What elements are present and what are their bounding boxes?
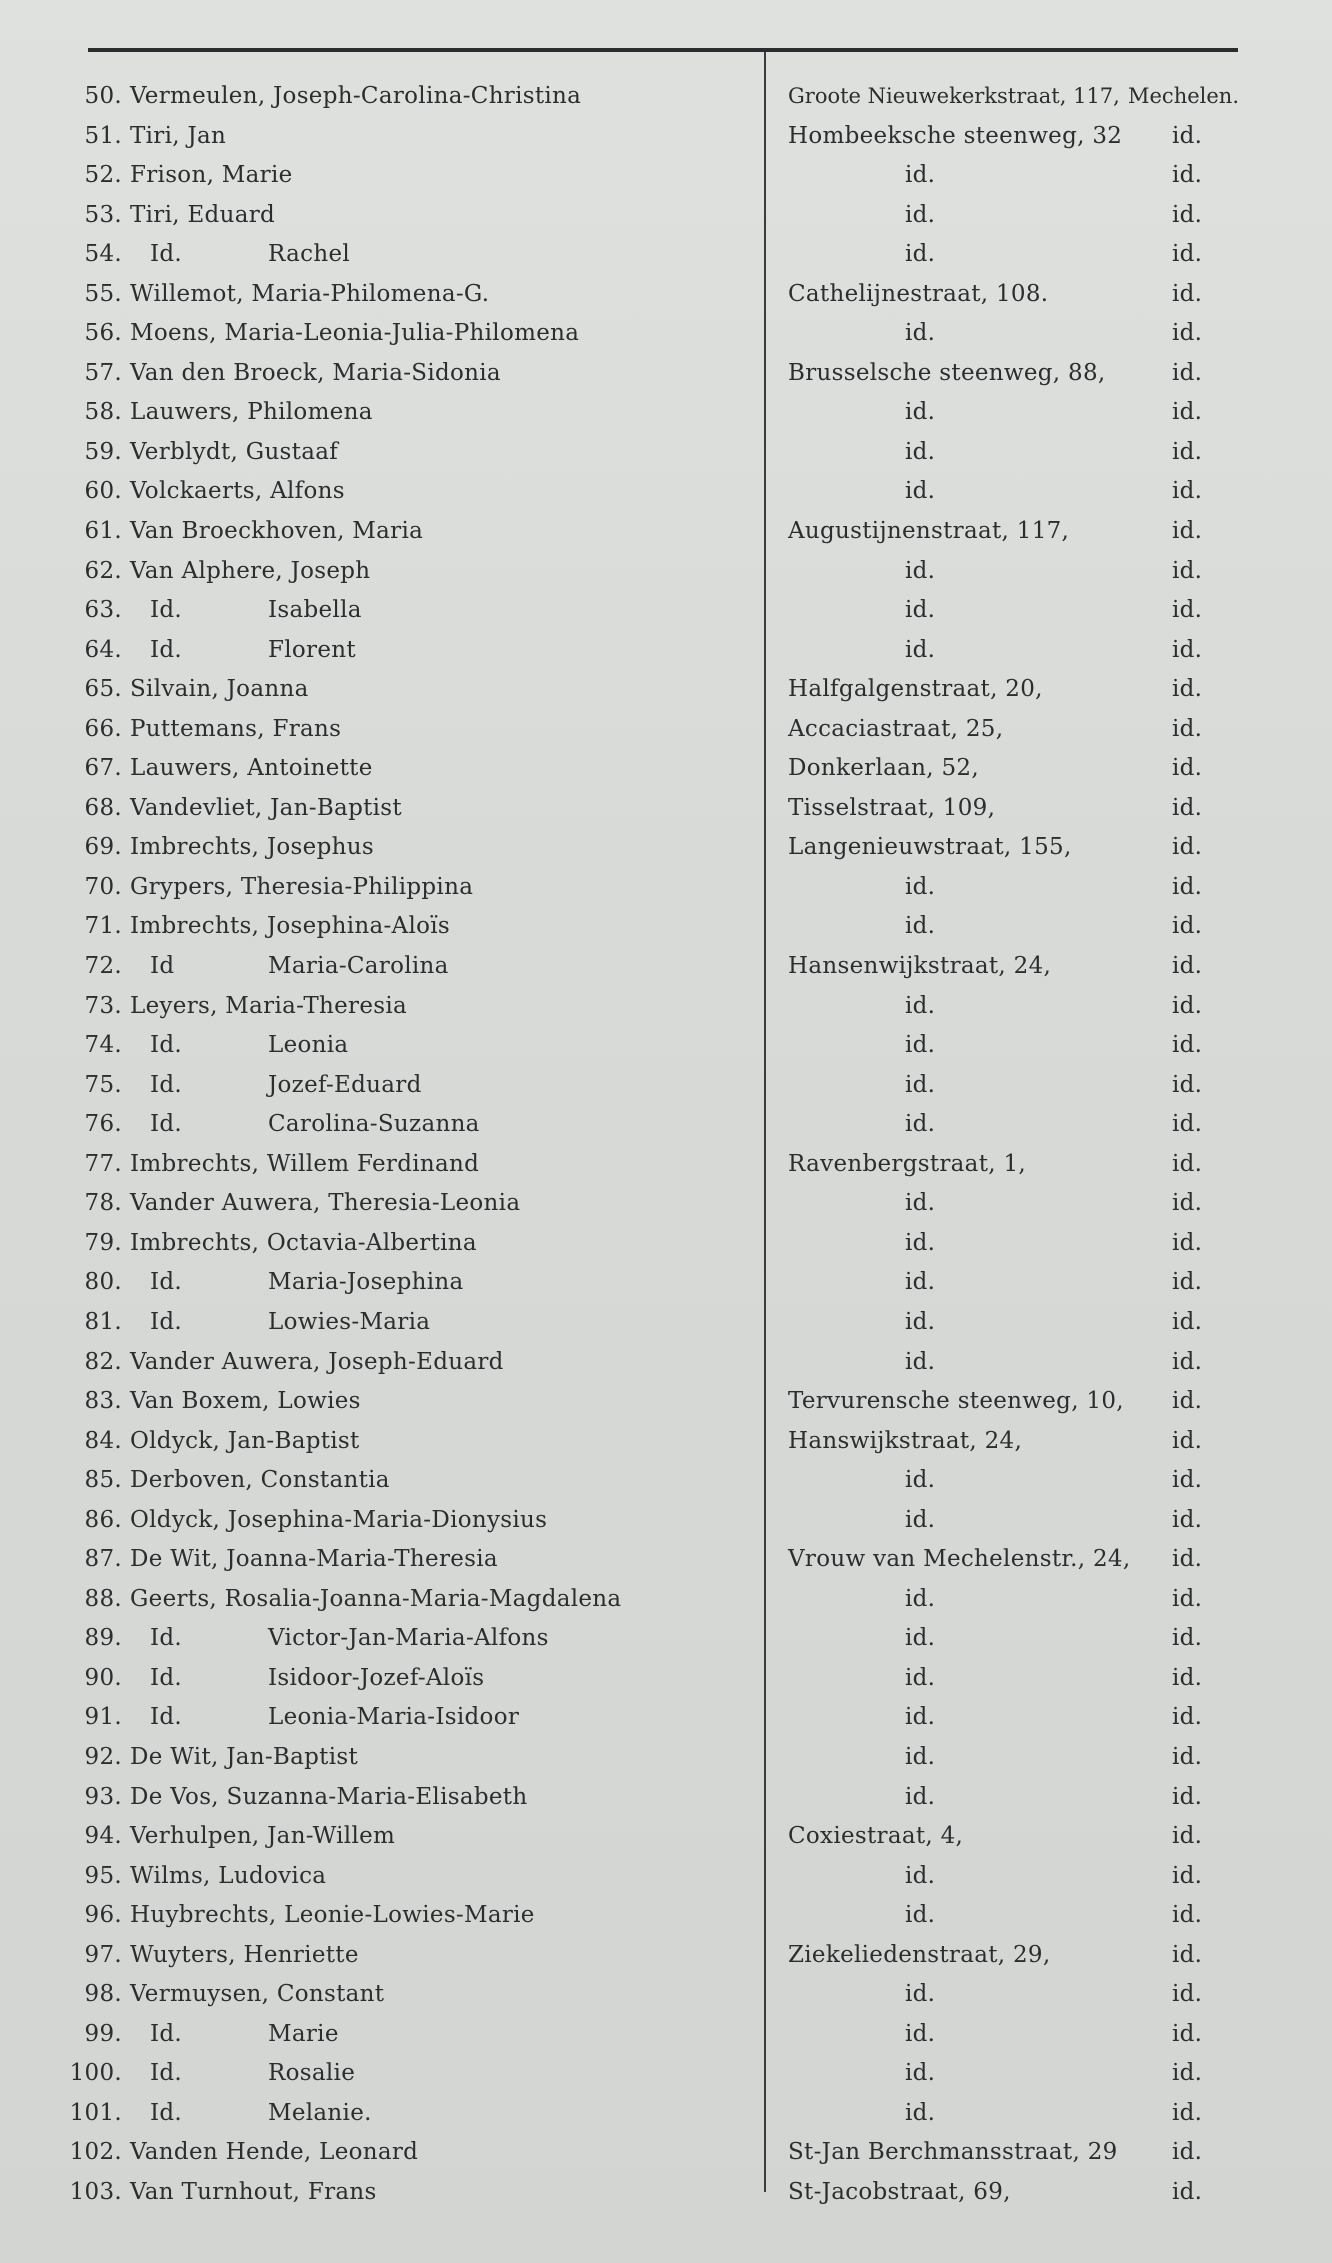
entry-address: Coxiestraat, 4, (788, 1823, 964, 1850)
list-item (0, 632, 1332, 672)
entry-name: Vanden Hende, Leonard (130, 2139, 419, 2166)
list-item (0, 1897, 1332, 1937)
entry-city: id. (1172, 992, 1203, 1019)
list-item (0, 394, 1332, 434)
entry-address: Augustijnenstraat, 117, (788, 518, 1070, 545)
list-item (0, 1818, 1332, 1858)
entry-name: Van Boxem, Lowies (130, 1388, 361, 1415)
entry-city: id. (1172, 1862, 1203, 1889)
entry-address: id. (905, 1269, 936, 1296)
entry-number: 76. (84, 1111, 122, 1138)
list-item (0, 1462, 1332, 1502)
entry-name: Vander Auwera, Joseph-Eduard (130, 1348, 504, 1375)
entry-number: 64. (84, 636, 122, 663)
entry-address: St-Jacobstraat, 69, (788, 2178, 1011, 2205)
entry-city: id. (1172, 1269, 1203, 1296)
entry-number: 50. (84, 83, 122, 109)
entry-number: 88. (84, 1585, 122, 1612)
entry-city: id. (1172, 953, 1203, 980)
list-item (0, 513, 1332, 553)
list-item (0, 750, 1332, 790)
list-item (0, 1225, 1332, 1265)
list-item (0, 1541, 1332, 1581)
entry-address: id. (905, 1467, 936, 1494)
list-item (0, 2055, 1332, 2095)
entry-city: id. (1172, 1941, 1203, 1968)
entry-surname-ditto: Id. (150, 1625, 183, 1652)
entry-city: id. (1172, 478, 1203, 505)
entry-address: id. (905, 557, 936, 584)
entry-number: 58. (84, 399, 122, 426)
entry-given-name: Maria-Carolina (268, 953, 449, 980)
entry-number: 54. (84, 241, 122, 268)
list-item (0, 988, 1332, 1028)
entry-city: id. (1172, 1664, 1203, 1691)
list-item (0, 790, 1332, 830)
entry-address: Cathelijnestraat, 108. (788, 280, 1049, 307)
entry-city: id. (1172, 399, 1203, 426)
entry-given-name: Lowies-Maria (268, 1308, 431, 1335)
list-item (0, 78, 1332, 118)
entry-number: 65. (84, 676, 122, 703)
list-item (0, 1264, 1332, 1304)
entry-number: 95. (84, 1862, 122, 1889)
list-item (0, 1027, 1332, 1067)
entry-given-name: Leonia-Maria-Isidoor (268, 1704, 520, 1731)
entry-surname-ditto: Id. (150, 241, 183, 268)
entry-name: Imbrechts, Josephina-Aloïs (130, 913, 451, 940)
entry-name: Vandevliet, Jan-Baptist (130, 794, 402, 821)
entry-city: id. (1172, 280, 1203, 307)
entry-city: id. (1172, 676, 1203, 703)
entry-address: id. (905, 2020, 936, 2047)
entry-number: 81. (84, 1308, 122, 1335)
list-item (0, 1185, 1332, 1225)
entry-name: Van den Broeck, Maria-Sidonia (130, 359, 501, 386)
entry-city: id. (1172, 201, 1203, 228)
entry-address: id. (905, 1743, 936, 1770)
entry-city: id. (1172, 715, 1203, 742)
entry-address: id. (905, 913, 936, 940)
entry-city: id. (1172, 2099, 1203, 2126)
entry-number: 90. (84, 1664, 122, 1691)
entry-surname-ditto: Id. (150, 1308, 183, 1335)
top-rule (88, 48, 1238, 52)
entry-city: id. (1172, 1071, 1203, 1098)
entry-name: Volckaerts, Alfons (130, 478, 345, 505)
entry-address: id. (905, 1704, 936, 1731)
entry-address: id. (905, 1111, 936, 1138)
entry-number: 97. (84, 1941, 122, 1968)
entry-city: id. (1172, 1348, 1203, 1375)
entry-number: 77. (84, 1150, 122, 1177)
entry-number: 94. (84, 1823, 122, 1850)
entry-city: id. (1172, 1467, 1203, 1494)
entry-city: id. (1172, 518, 1203, 545)
entry-surname-ditto: Id. (150, 1032, 183, 1059)
entry-city: id. (1172, 1902, 1203, 1929)
entry-number: 71. (84, 913, 122, 940)
entry-city: id. (1172, 122, 1203, 149)
entry-name: Verhulpen, Jan-Willem (130, 1823, 396, 1850)
entry-address: Brusselsche steenweg, 88, (788, 359, 1106, 386)
list-item (0, 1699, 1332, 1739)
list-item (0, 197, 1332, 237)
entry-number: 93. (84, 1783, 122, 1810)
entry-name: Willemot, Maria-Philomena-G. (130, 280, 490, 307)
entry-city: id. (1172, 1308, 1203, 1335)
entry-number: 82. (84, 1348, 122, 1375)
entry-number: 101. (69, 2099, 122, 2126)
entry-city: id. (1172, 1981, 1203, 2008)
entry-address: Hansenwijkstraat, 24, (788, 953, 1052, 980)
list-item (0, 1502, 1332, 1542)
entry-city: id. (1172, 1823, 1203, 1850)
list-item (0, 2016, 1332, 2056)
entry-name: Imbrechts, Willem Ferdinand (130, 1150, 480, 1177)
entry-address: Vrouw van Mechelenstr., 24, (788, 1546, 1131, 1573)
entry-name: Leyers, Maria-Theresia (130, 992, 408, 1019)
entry-address: id. (905, 1308, 936, 1335)
entry-number: 78. (84, 1190, 122, 1217)
entry-surname-ditto: Id. (150, 1111, 183, 1138)
entry-name: Van Alphere, Joseph (130, 557, 371, 584)
entry-city: id. (1172, 1229, 1203, 1256)
entry-address: Halfgalgenstraat, 20, (788, 676, 1043, 703)
entry-address: Accaciastraat, 25, (788, 715, 1004, 742)
entry-address: id. (905, 201, 936, 228)
list-item (0, 434, 1332, 474)
entry-name: Van Turnhout, Frans (130, 2178, 377, 2205)
list-item (0, 1660, 1332, 1700)
entry-city: id. (1172, 1388, 1203, 1415)
entry-surname-ditto: Id (150, 953, 175, 980)
entry-city: id. (1172, 1190, 1203, 1217)
entry-name: De Wit, Joanna-Maria-Theresia (130, 1546, 498, 1573)
list-item (0, 473, 1332, 513)
entry-city: id. (1172, 1585, 1203, 1612)
entry-city: id. (1172, 2178, 1203, 2205)
list-item (0, 2174, 1332, 2214)
entry-number: 84. (84, 1427, 122, 1454)
entry-city: id. (1172, 1111, 1203, 1138)
entry-address: id. (905, 1664, 936, 1691)
entry-number: 70. (84, 873, 122, 900)
entry-city: id. (1172, 913, 1203, 940)
entry-city: id. (1172, 1546, 1203, 1573)
entry-city: id. (1172, 2060, 1203, 2087)
list-item (0, 1976, 1332, 2016)
list-item (0, 1067, 1332, 1107)
entry-surname-ditto: Id. (150, 2060, 183, 2087)
entry-number: 87. (84, 1546, 122, 1573)
list-item (0, 2134, 1332, 2174)
list-item (0, 355, 1332, 395)
entry-address: id. (905, 1862, 936, 1889)
entry-number: 96. (84, 1902, 122, 1929)
entry-number: 75. (84, 1071, 122, 1098)
entry-number: 63. (84, 597, 122, 624)
entry-number: 80. (84, 1269, 122, 1296)
entry-number: 67. (84, 755, 122, 782)
list-item (0, 2095, 1332, 2135)
entry-address: id. (905, 1348, 936, 1375)
entry-given-name: Rachel (268, 241, 351, 268)
entry-address: id. (905, 992, 936, 1019)
entry-city: id. (1172, 873, 1203, 900)
entry-name: Derboven, Constantia (130, 1467, 390, 1494)
entry-number: 52. (84, 162, 122, 189)
entry-address: id. (905, 2060, 936, 2087)
entry-number: 99. (84, 2020, 122, 2047)
entry-address: id. (905, 1506, 936, 1533)
entry-name: Silvain, Joanna (130, 676, 309, 703)
entry-given-name: Leonia (268, 1032, 349, 1059)
entry-address: Ravenbergstraat, 1, (788, 1150, 1027, 1177)
list-item (0, 118, 1332, 158)
entry-city: id. (1172, 162, 1203, 189)
entry-number: 73. (84, 992, 122, 1019)
register-list (0, 78, 1332, 2214)
entry-number: 89. (84, 1625, 122, 1652)
entry-number: 79. (84, 1229, 122, 1256)
entry-surname-ditto: Id. (150, 1269, 183, 1296)
entry-number: 72. (84, 953, 122, 980)
entry-city: id. (1172, 438, 1203, 465)
entry-number: 61. (84, 518, 122, 545)
entry-name: Geerts, Rosalia-Joanna-Maria-Magdalena (130, 1585, 622, 1612)
entry-name: De Vos, Suzanna-Maria-Elisabeth (130, 1783, 528, 1810)
entry-city: id. (1172, 1625, 1203, 1652)
entry-city: id. (1172, 2020, 1203, 2047)
entry-given-name: Isabella (268, 597, 362, 624)
entry-name: Imbrechts, Octavia-Albertina (130, 1229, 477, 1256)
list-item (0, 592, 1332, 632)
entry-name: Vermuysen, Constant (130, 1981, 385, 2008)
entry-address: id. (905, 478, 936, 505)
entry-address: id. (905, 1585, 936, 1612)
entry-given-name: Isidoor-Jozef-Aloïs (268, 1664, 485, 1691)
entry-number: 92. (84, 1743, 122, 1770)
entry-address: id. (905, 1783, 936, 1810)
entry-address: id. (905, 1981, 936, 2008)
entry-given-name: Victor-Jan-Maria-Alfons (268, 1625, 549, 1652)
entry-number: 68. (84, 794, 122, 821)
entry-given-name: Rosalie (268, 2060, 356, 2087)
entry-name: Wuyters, Henriette (130, 1941, 359, 1968)
entry-address: id. (905, 2099, 936, 2126)
entry-given-name: Jozef-Eduard (268, 1071, 422, 1098)
entry-city: id. (1172, 1704, 1203, 1731)
entry-number: 86. (84, 1506, 122, 1533)
entry-city: Mechelen. (1128, 84, 1239, 108)
entry-city: id. (1172, 1032, 1203, 1059)
entry-name: Imbrechts, Josephus (130, 834, 374, 861)
list-item (0, 948, 1332, 988)
list-item (0, 711, 1332, 751)
entry-number: 60. (84, 478, 122, 505)
list-item (0, 1146, 1332, 1186)
entry-name: Wilms, Ludovica (130, 1862, 327, 1889)
list-item (0, 1937, 1332, 1977)
entry-city: id. (1172, 557, 1203, 584)
list-item (0, 1739, 1332, 1779)
entry-address: id. (905, 1902, 936, 1929)
entry-city: id. (1172, 794, 1203, 821)
entry-city: id. (1172, 755, 1203, 782)
list-item (0, 1858, 1332, 1898)
entry-name: Huybrechts, Leonie-Lowies-Marie (130, 1902, 535, 1929)
entry-city: id. (1172, 597, 1203, 624)
entry-number: 56. (84, 320, 122, 347)
entry-address: id. (905, 1190, 936, 1217)
list-item (0, 1620, 1332, 1660)
entry-given-name: Marie (268, 2020, 339, 2047)
entry-address: id. (905, 438, 936, 465)
entry-name: Tiri, Jan (130, 122, 227, 149)
entry-name: Vander Auwera, Theresia-Leonia (130, 1190, 521, 1217)
entry-given-name: Carolina-Suzanna (268, 1111, 480, 1138)
entry-number: 103. (69, 2178, 122, 2205)
entry-number: 55. (84, 280, 122, 307)
entry-address: Donkerlaan, 52, (788, 755, 979, 782)
entry-address: id. (905, 597, 936, 624)
entry-city: id. (1172, 1783, 1203, 1810)
entry-number: 85. (84, 1467, 122, 1494)
entry-address: id. (905, 399, 936, 426)
entry-address: Ziekeliedenstraat, 29, (788, 1941, 1051, 1968)
entry-address: Hombeeksche steenweg, 32 (788, 122, 1123, 149)
entry-given-name: Melanie. (268, 2099, 372, 2126)
entry-address: Hanswijkstraat, 24, (788, 1427, 1023, 1454)
entry-address: id. (905, 873, 936, 900)
list-item (0, 869, 1332, 909)
list-item (0, 908, 1332, 948)
entry-city: id. (1172, 359, 1203, 386)
list-item (0, 1423, 1332, 1463)
entry-city: id. (1172, 320, 1203, 347)
entry-address: id. (905, 241, 936, 268)
entry-surname-ditto: Id. (150, 1071, 183, 1098)
entry-city: id. (1172, 834, 1203, 861)
list-item (0, 276, 1332, 316)
entry-city: id. (1172, 1506, 1203, 1533)
entry-number: 62. (84, 557, 122, 584)
entry-address: Groote Nieuwekerkstraat, 117, (788, 84, 1120, 108)
entry-address: St-Jan Berchmansstraat, 29 (788, 2139, 1118, 2166)
entry-number: 83. (84, 1388, 122, 1415)
entry-given-name: Florent (268, 636, 356, 663)
entry-address: id. (905, 1229, 936, 1256)
entry-address: id. (905, 162, 936, 189)
entry-name: Vermeulen, Joseph-Carolina-Christina (130, 83, 582, 109)
entry-surname-ditto: Id. (150, 1664, 183, 1691)
entry-number: 74. (84, 1032, 122, 1059)
entry-name: Lauwers, Antoinette (130, 755, 373, 782)
entry-name: De Wit, Jan-Baptist (130, 1743, 359, 1770)
entry-number: 69. (84, 834, 122, 861)
entry-name: Verblydt, Gustaaf (130, 438, 339, 465)
entry-address: Langenieuwstraat, 155, (788, 834, 1072, 861)
entry-address: Tervurensche steenweg, 10, (788, 1388, 1124, 1415)
entry-name: Van Broeckhoven, Maria (130, 518, 424, 545)
entry-address: id. (905, 1032, 936, 1059)
entry-name: Tiri, Eduard (130, 201, 276, 228)
list-item (0, 1779, 1332, 1819)
entry-surname-ditto: Id. (150, 636, 183, 663)
list-item (0, 315, 1332, 355)
entry-city: id. (1172, 1427, 1203, 1454)
list-item (0, 829, 1332, 869)
list-item (0, 157, 1332, 197)
entry-name: Grypers, Theresia-Philippina (130, 873, 474, 900)
list-item (0, 553, 1332, 593)
entry-given-name: Maria-Josephina (268, 1269, 464, 1296)
entry-number: 100. (69, 2060, 122, 2087)
entry-name: Oldyck, Jan-Baptist (130, 1427, 360, 1454)
list-item (0, 1106, 1332, 1146)
entry-city: id. (1172, 2139, 1203, 2166)
entry-surname-ditto: Id. (150, 2099, 183, 2126)
entry-city: id. (1172, 1743, 1203, 1770)
entry-address: id. (905, 636, 936, 663)
entry-city: id. (1172, 1150, 1203, 1177)
entry-surname-ditto: Id. (150, 2020, 183, 2047)
list-item (0, 236, 1332, 276)
list-item (0, 1581, 1332, 1621)
entry-number: 51. (84, 122, 122, 149)
entry-number: 57. (84, 359, 122, 386)
entry-name: Puttemans, Frans (130, 715, 342, 742)
list-item (0, 1383, 1332, 1423)
entry-number: 59. (84, 438, 122, 465)
entry-number: 53. (84, 201, 122, 228)
entry-address: id. (905, 1625, 936, 1652)
entry-city: id. (1172, 636, 1203, 663)
entry-surname-ditto: Id. (150, 597, 183, 624)
list-item (0, 671, 1332, 711)
entry-name: Moens, Maria-Leonia-Julia-Philomena (130, 320, 580, 347)
entry-number: 102. (69, 2139, 122, 2166)
entry-name: Lauwers, Philomena (130, 399, 373, 426)
entry-number: 66. (84, 715, 122, 742)
entry-number: 91. (84, 1704, 122, 1731)
list-item (0, 1344, 1332, 1384)
list-item (0, 1304, 1332, 1344)
entry-city: id. (1172, 241, 1203, 268)
entry-name: Frison, Marie (130, 162, 293, 189)
entry-name: Oldyck, Josephina-Maria-Dionysius (130, 1506, 548, 1533)
entry-address: id. (905, 320, 936, 347)
entry-surname-ditto: Id. (150, 1704, 183, 1731)
entry-number: 98. (84, 1981, 122, 2008)
entry-address: id. (905, 1071, 936, 1098)
entry-address: Tisselstraat, 109, (788, 794, 996, 821)
